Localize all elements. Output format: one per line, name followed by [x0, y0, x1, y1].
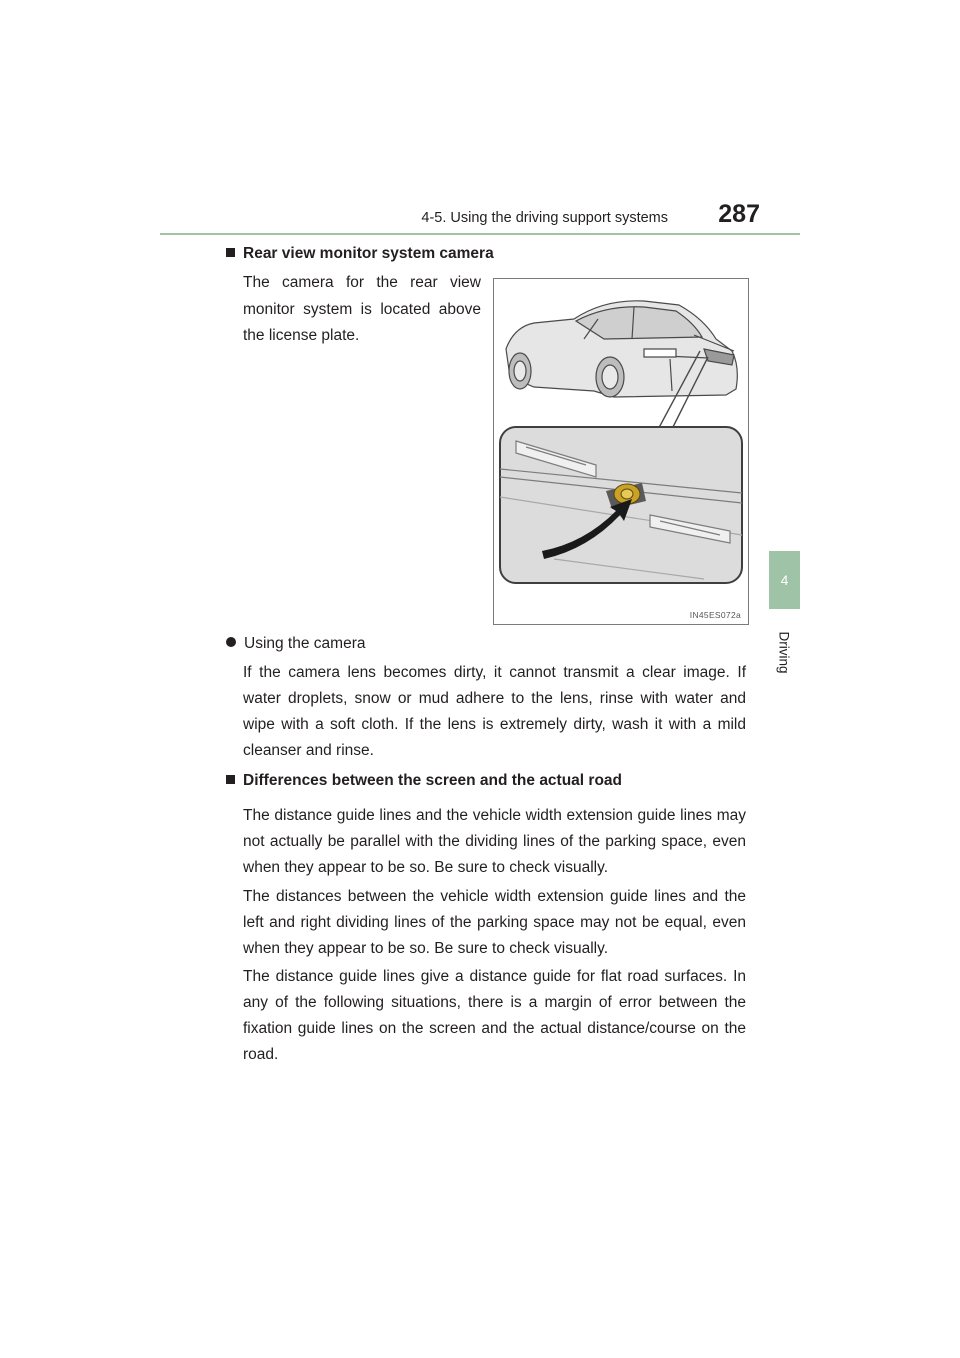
- camera-heading-text: Rear view monitor system camera: [243, 245, 494, 262]
- chapter-label: Driving: [776, 630, 792, 674]
- differences-paragraph-3: The distance guide lines give a distance guide for flat road surfaces. In any of the following situations, there is a margin of error between the fixation guide lines on the screen and the actual distance/course on the road.: [243, 968, 746, 1063]
- round-bullet-icon: [226, 637, 236, 647]
- figure-code: IN45ES072a: [689, 610, 741, 620]
- camera-intro-text: The camera for the rear view monitor system is located above the license plate.: [243, 274, 481, 344]
- page-number: 287: [718, 200, 760, 228]
- differences-paragraph-2: The distances between the vehicle width extension guide lines and the left and right dividing lines of the parking space may not be equal, even when they appear to be so. Be sure to check visually.: [243, 888, 746, 957]
- square-bullet-icon: [226, 775, 235, 784]
- section-title: 4-5. Using the driving support systems: [421, 210, 668, 226]
- car-rear-camera-illustration: [494, 279, 748, 624]
- using-camera-body: If the camera lens becomes dirty, it cannot transmit a clear image. If water droplets, snow or mud adhere to the lens, rinse with water and wipe with a soft cloth. If the lens is extremely dirty, wash it with a mild cleanser and rinse.: [243, 664, 746, 759]
- differences-paragraph-1: The distance guide lines and the vehicle width extension guide lines may not actually be parallel with the dividing lines of the parking space, even when they appear to be so. Be sure to check visually.: [243, 807, 746, 876]
- camera-heading: [226, 245, 494, 263]
- header-divider: [160, 233, 800, 235]
- chapter-tab: [769, 551, 800, 609]
- chapter-number: 4: [780, 572, 789, 588]
- chapter-label-container: [764, 632, 804, 672]
- using-camera-heading: [226, 635, 365, 653]
- using-camera-heading-text: Using the camera: [244, 635, 366, 652]
- differences-heading: [226, 772, 622, 790]
- square-bullet-icon: [226, 248, 235, 257]
- car-illustration: [506, 301, 737, 397]
- camera-location-figure: [493, 278, 749, 625]
- differences-heading-text: Differences between the screen and the actual road: [243, 772, 623, 789]
